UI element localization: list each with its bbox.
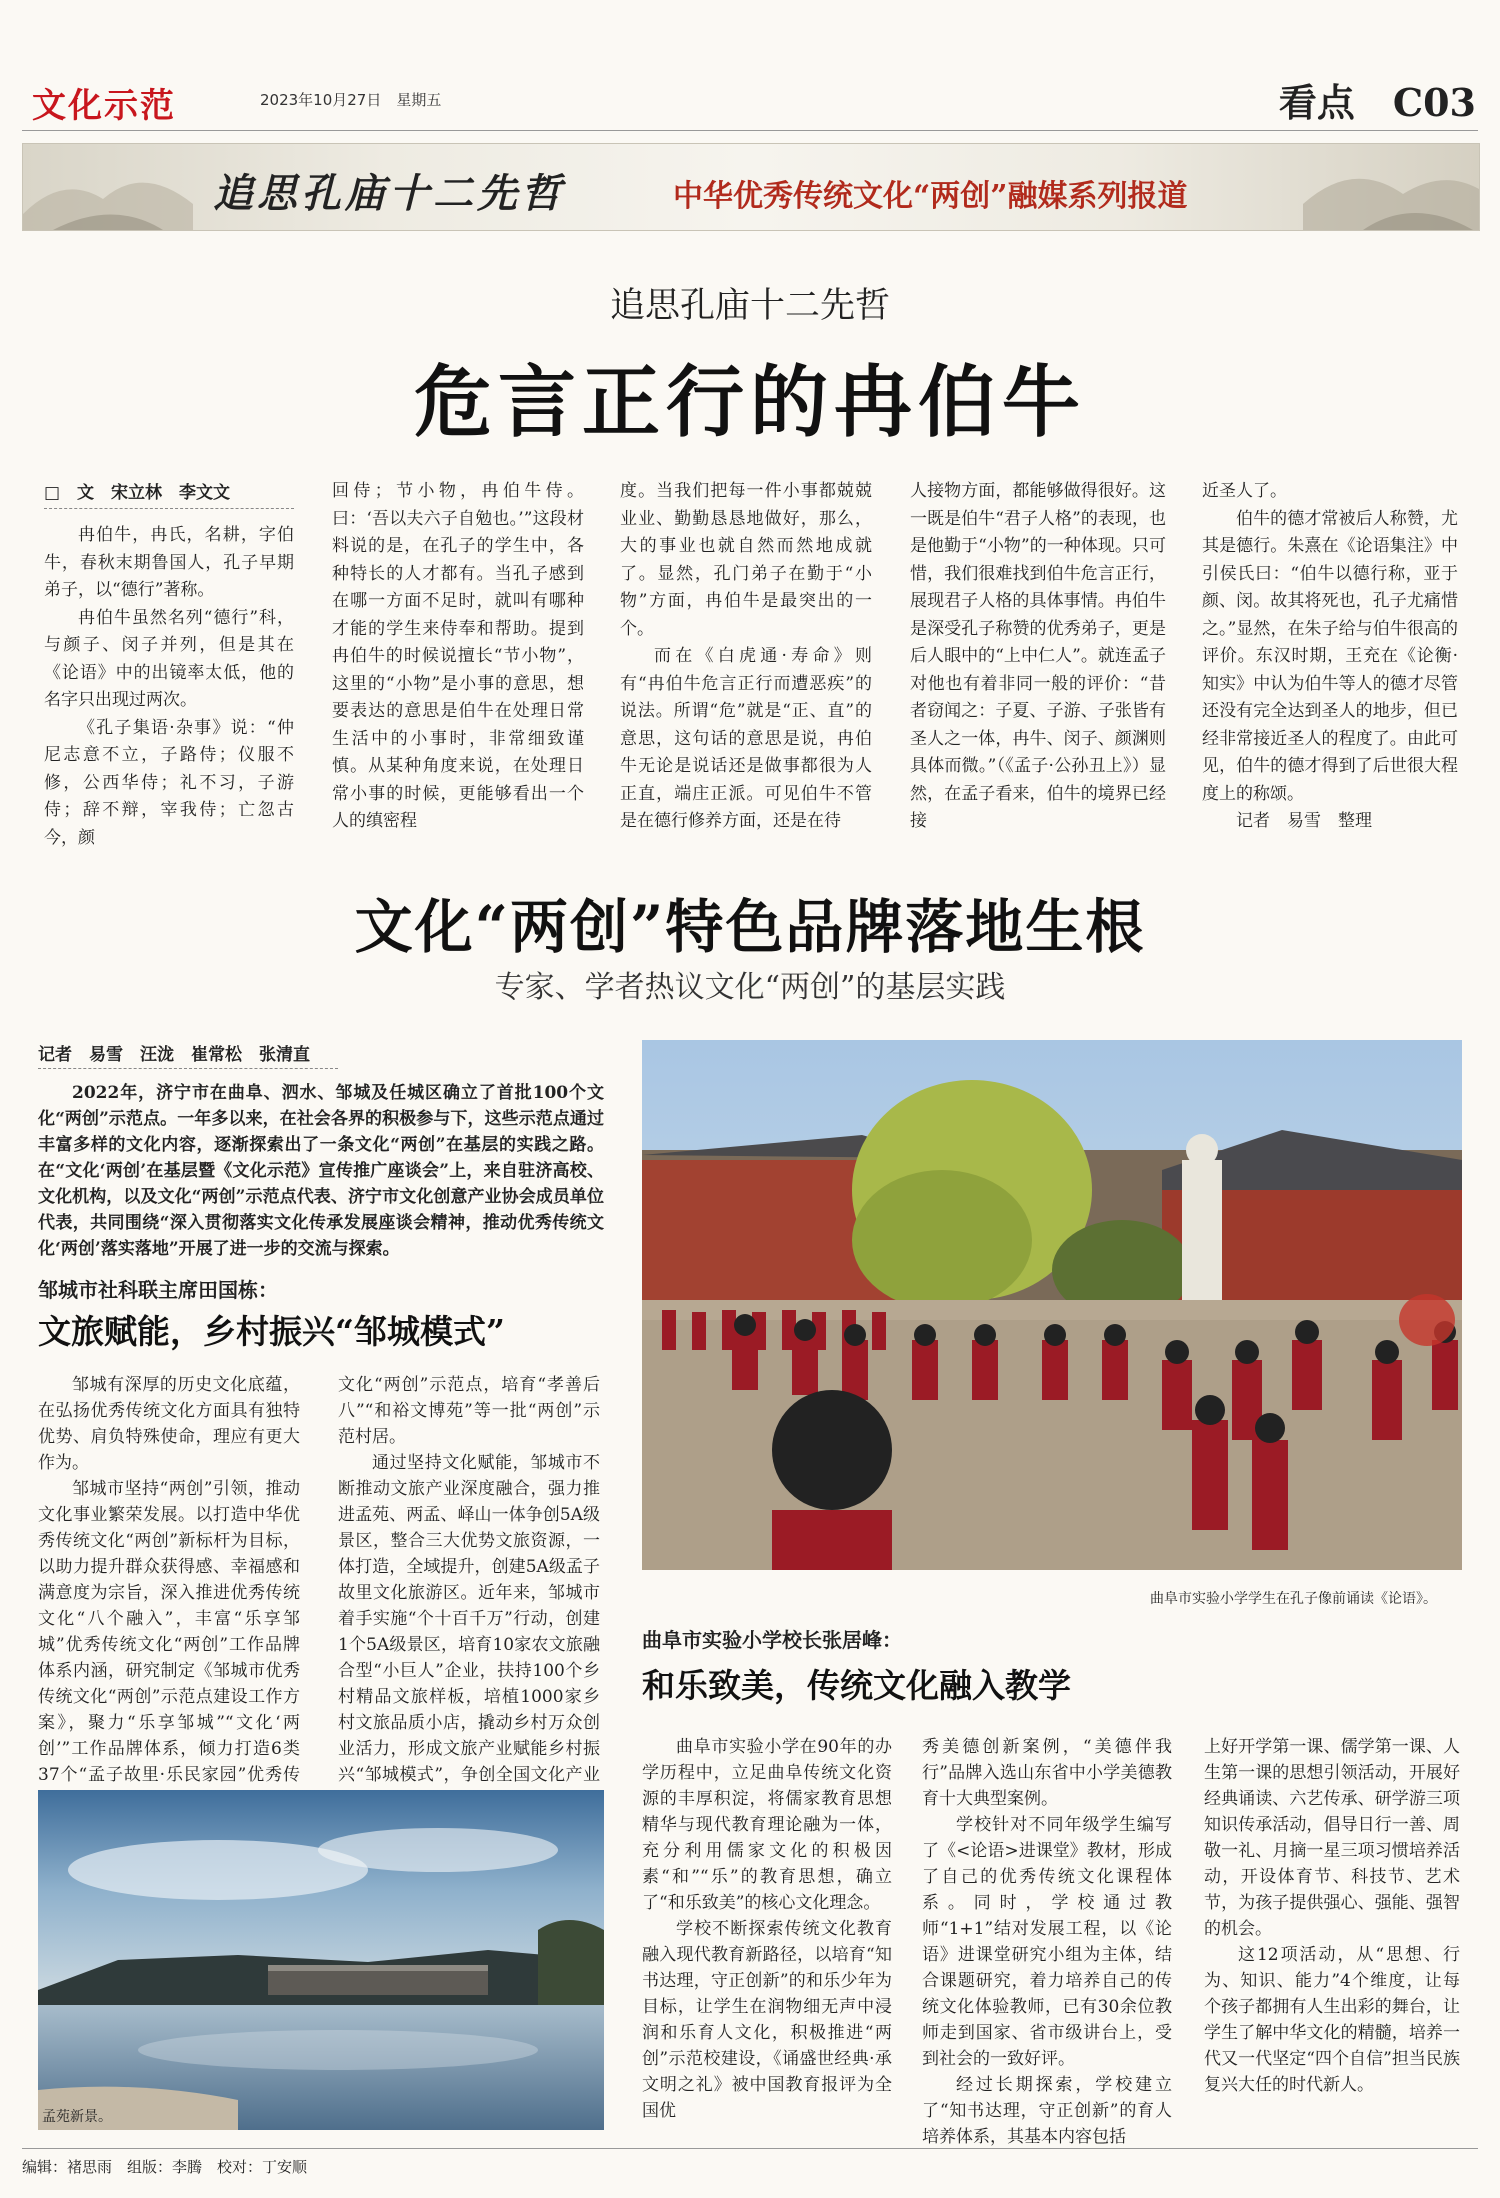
article1-column-3 (620, 478, 872, 836)
article1-column-5 (1202, 478, 1458, 836)
zoucheng-column-1 (38, 1372, 300, 1814)
article1-headline: 危言正行的冉伯牛 (413, 357, 1086, 448)
footer-rule (22, 2148, 1478, 2149)
qufu-column-3 (1204, 1734, 1460, 2098)
students-reciting-photo (642, 1040, 1462, 1570)
article1-column-2 (332, 478, 584, 836)
paragraph: 而在《白虎通·寿命》则有“冉伯牛危言正行而遭恶疾”的说法。所谓“危”就是“正、直”的意思，这句话的意思是说，冉伯牛无论是说话还是做事都很为人正直，端庄正派。可见伯牛不管是在德行修养方面，还是在待 (620, 646, 872, 831)
editorial-credits: 编辑：褚思雨 组版：李腾 校对：丁安顺 (22, 2158, 308, 2176)
mengyuan-photo (38, 1790, 604, 2130)
article1-column-1 (44, 522, 294, 852)
paragraph: 秀美德创新案例，“美德伴我行”品牌入选山东省中小学美德教育十大典型案例。 (922, 1737, 1172, 1809)
paragraph: 冉伯牛，冉氏，名耕，字伯牛，春秋末期鲁国人，孔子早期弟子，以“德行”著称。 (44, 525, 294, 600)
banner-series-title: 追思孔庙十二先哲 (213, 170, 565, 217)
editor-credit: 记者 易雪 整理 (1236, 811, 1372, 831)
paragraph: 学校针对不同年级学生编写了《<论语>进课堂》教材，形成了自己的优秀传统文化课程体系。同时，学校通过教师“1+1”结对发展工程，以《论语》进课堂研究小组为主体，结合课题研究，着力培养自己的传统文化体验教师，已有30余位教师走到国家、省市级讲台上，受到社会的一致好评。 (922, 1815, 1172, 2069)
qufu-column-2 (922, 1734, 1172, 2150)
byline-rule (38, 1068, 338, 1069)
article2-subheadline: 专家、学者热议文化“两创”的基层实践 (494, 970, 1006, 1005)
zoucheng-column-2 (338, 1372, 600, 1814)
paragraph: 曲阜市实验小学在90年的办学历程中，立足曲阜传统文化资源的丰厚积淀，将儒家教育思想精华与现代教育理论融为一体，充分利用儒家文化的积极因素“和”“乐”的教育思想，确立了“和乐致美”的核心文化理念。 (642, 1737, 892, 1913)
article1-byline: □ 文 宋立林 李文文 (44, 483, 231, 503)
paragraph: 度。当我们把每一件小事都兢兢业业、勤勤恳恳地做好，那么，大的事业也就自然而然地成就了。显然，孔门弟子在勤于“小物”方面，冉伯牛是最突出的一个。 (620, 481, 872, 639)
paragraph: 邹城有深厚的历史文化底蕴，在弘扬优秀传统文化方面具有独特优势、肩负特殊使命，理应有更大作为。 (38, 1375, 300, 1473)
lead-paragraph: 2022年，济宁市在曲阜、泗水、邹城及任城区确立了首批100个文化“两创”示范点。一年多以来，在社会各界的积极参与下，这些示范点通过丰富多样的文化内容，逐渐探索出了一条文化“两创”在基层的实践之路。在“文化‘两创’在基层暨《文化示范》宣传推广座谈会”上，来自驻济高校、文化机构，以及文化“两创”示范点代表、济宁市文化创意产业协会成员单位代表，共同围绕“深入贯彻落实文化传承发展座谈会精神，推动优秀传统文化‘两创’落实落地”开展了进一步的交流与探索。 (38, 1083, 604, 1259)
paragraph: 伯牛的德才常被后人称赞，尤其是德行。朱熹在《论语集注》中引侯氏曰：“伯牛以德行称，亚于颜、闵。故其将死也，孔子尤痛惜之。”显然，在朱子给与伯牛很高的评价。东汉时期，王充在《论衡·知实》中认为伯牛等人的德才尽管还没有完全达到圣人的地步，但已经非常接近圣人的程度了。由此可见，伯牛的德才得到了后世很大程度上的称颂。 (1202, 508, 1458, 804)
article2-byline: 记者 易雪 汪泷 崔常松 张清直 (38, 1045, 310, 1065)
article1-column-4 (910, 478, 1166, 836)
students-photo-caption: 曲阜市实验小学学生在孔子像前诵读《论语》。 (1150, 1591, 1437, 1607)
newspaper-logo: 文化示范 (32, 86, 176, 126)
paragraph: 经过长期探索，学校建立了“知书达理，守正创新”的育人培养体系，其基本内容包括 (922, 2075, 1172, 2147)
banner-series-subtitle: 中华优秀传统文化“两创”融媒系列报道 (673, 179, 1188, 214)
paragraph: 近圣人了。 (1202, 481, 1287, 501)
qufu-column-1 (642, 1734, 892, 2124)
mengyuan-photo-caption: 孟苑新景。 (42, 2109, 112, 2125)
paragraph: 文化“两创”示范点，培育“孝善后八”“和裕文博苑”等一批“两创”示范村居。 (338, 1375, 600, 1447)
paragraph: 《孔子集语·杂事》说：“仲尼志意不立，子路侍；仪服不修，公西华侍；礼不习，子游侍；辞不辩，宰我侍；亡忽古今，颜 (44, 717, 294, 848)
series-banner (22, 143, 1480, 231)
paragraph: 学校不断探索传统文化教育融入现代教育新路径，以培育“知书达理，守正创新”的和乐少年为目标，让学生在润物细无声中浸润和乐育人文化，积极推进“两创”示范校建设，《诵盛世经典·承文明之礼》被中国教育报评为全国优 (642, 1919, 892, 2121)
page-label: 看点 C03 (1278, 80, 1476, 125)
paragraph: 人接物方面，都能够做得很好。这一既是伯牛“君子人格”的表现，也是他勤于“小物”的一种体现。只可惜，我们很难找到伯牛危言正行，展现君子人格的具体事情。冉伯牛是深受孔子称赞的优秀弟子，更是后人眼中的“上中仁人”。就连孟子对他也有着非同一般的评价：“昔者窃闻之：子夏、子游、子张皆有圣人之一体，冉牛、闵子、颜渊则具体而微。”（《孟子·公孙丑上》）显然，在孟子看来，伯牛的境界已经接 (910, 481, 1166, 831)
section-speaker-zoucheng: 邹城市社科联主席田国栋： (38, 1278, 278, 1302)
section-title-zoucheng: 文旅赋能，乡村振兴“邹城模式” (38, 1312, 505, 1351)
article1-kicker: 追思孔庙十二先哲 (609, 286, 890, 326)
paragraph: 邹城市坚持“两创”引领，推动文化事业繁荣发展。以打造中华优秀传统文化“两创”新标杆为目标，以助力提升群众获得感、幸福感和满意度为宗旨，深入推进优秀传统文化“八个融入”，丰富“乐享邹城”优秀传统文化“两创”工作品牌体系内涵，研究制定《邹城市优秀传统文化“两创”示范点建设工作方案》，聚力“乐享邹城”“文化‘两创’”工作品牌体系，倾力打造6类37个“孟子故里·乐民家园”优秀传 (38, 1479, 300, 1785)
issue-date: 2023年10月27日 星期五 (260, 91, 442, 109)
paragraph: 通过坚持文化赋能，邹城市不断推动文旅产业深度融合，强力推进孟苑、两孟、峄山一体争创5A级景区，整合三大优势文旅资源，一体打造，全域提升，创建5A级孟子故里文化旅游区。近年来，邹城市着手实施“个十百千万”行动，创建1个5A级景区，培育10家农文旅融合型“小巨人”企业，扶持100个乡村精品文旅样板，培植1000家乡村文旅品质小店，撬动乡村万众创业活力，形成文旅产业赋能乡村振兴“邹城模式”，争创全国文化产业 (338, 1453, 600, 1785)
paragraph: 这12项活动，从“思想、行为、知识、能力”4个维度，让每个孩子都拥有人生出彩的舞台，让学生了解中华文化的精髓，培养一代又一代坚定“四个自信”担当民族复兴大任的时代新人。 (1204, 1945, 1460, 2095)
paragraph: 回侍；节小物，冉伯牛侍。曰：‘吾以夫六子自勉也。’”这段材料说的是，在孔子的学生中，各种特长的人才都有。当孔子感到在哪一方面不足时，就叫有哪种才能的学生来侍奉和帮助。提到冉伯牛的时候说擅长“节小物”，这里的“小物”是小事的意思，想要表达的意思是伯牛在处理日常生活中的小事时，非常细致谨慎。从某种角度来说，在处理日常小事的时候，更能够看出一个人的缜密程 (332, 481, 584, 831)
article2-headline: 文化“两创”特色品牌落地生根 (354, 893, 1146, 961)
paragraph: 冉伯牛虽然名列“德行”科，与颜子、闵子并列，但是其在《论语》中的出镜率太低，他的名字只出现过两次。 (44, 607, 294, 710)
byline-rule (44, 508, 294, 509)
masthead-rule (22, 130, 1478, 131)
article2-lead (38, 1080, 604, 1262)
paragraph: 上好开学第一课、儒学第一课、人生第一课的思想引领活动，开展好经典诵读、六艺传承、研学游三项知识传承活动，倡导日行一善、周敬一礼、月摘一星三项习惯培养活动，开设体育节、科技节、艺术节，为孩子提供强心、强能、强智的机会。 (1204, 1737, 1460, 1939)
section-title-qufu: 和乐致美，传统文化融入教学 (642, 1666, 1071, 1705)
section-speaker-qufu: 曲阜市实验小学校长张居峰： (642, 1628, 902, 1652)
